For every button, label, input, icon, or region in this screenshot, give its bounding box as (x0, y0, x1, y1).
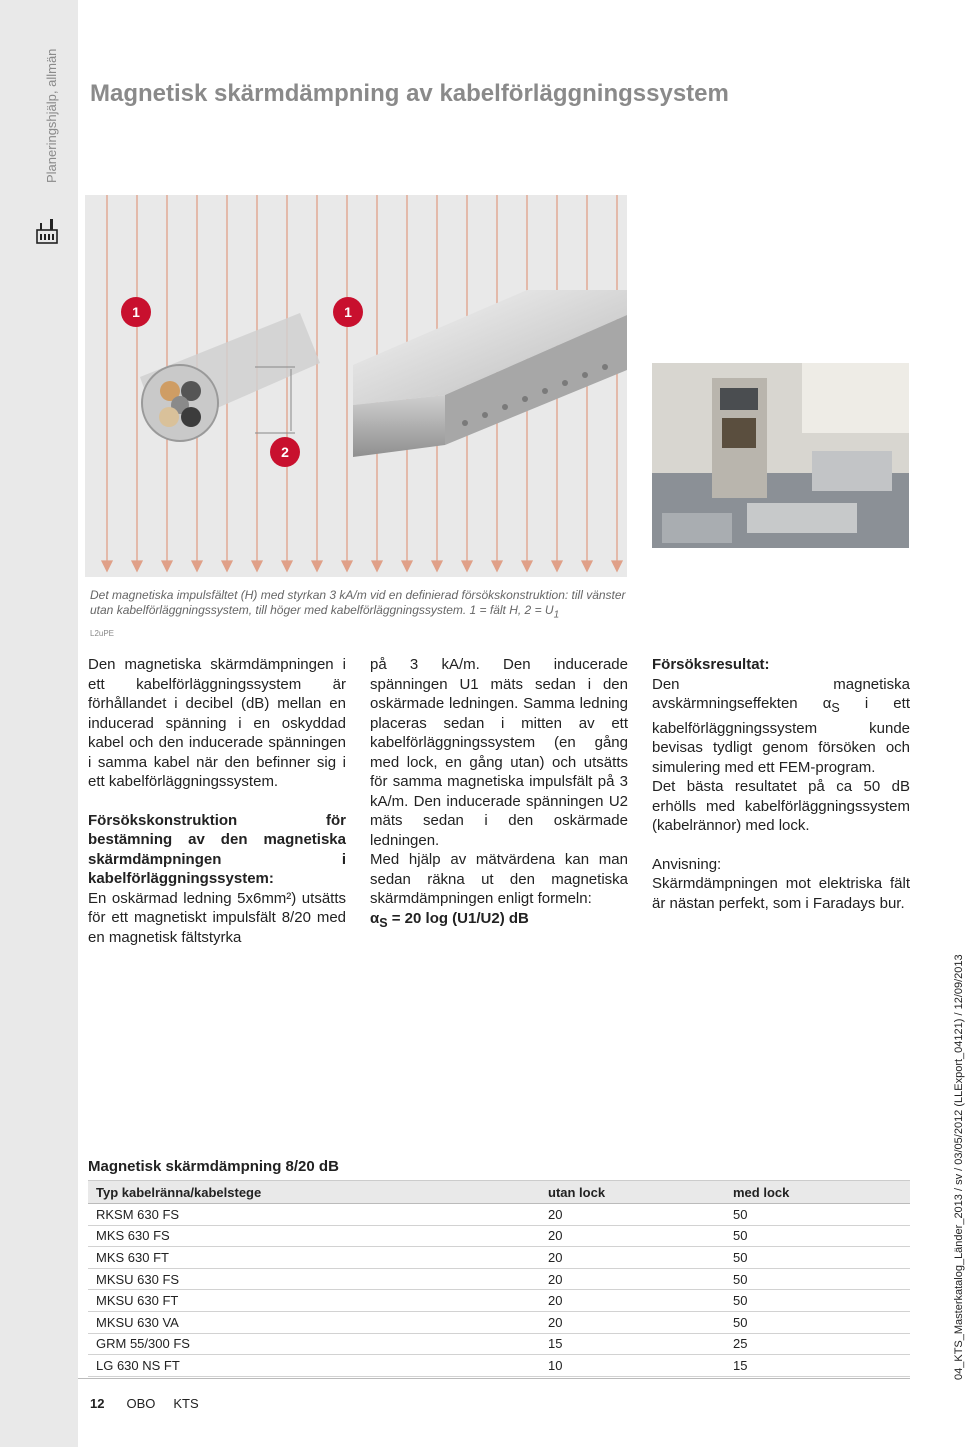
table-row (88, 1225, 910, 1247)
setup-paragraph: En oskärmad ledning 5x6mm²) utsätts för ett magnetiskt impulsfält 8/20 med en magnetisk fältstyrka (88, 889, 346, 946)
header-with-lid: med lock (725, 1181, 910, 1204)
cell-without-lid: 20 (540, 1225, 725, 1247)
document-code: 04_KTS_Masterkatalog_Länder_2013 / sv / 03/05/2012 (LLExport_04121) / 12/09/2013 (953, 954, 965, 1380)
cell-without-lid: 20 (540, 1268, 725, 1290)
cell-type: MKSU 630 VA (88, 1311, 540, 1333)
field-illustration (85, 195, 627, 577)
setup-heading: Försökskonstruktion för bestämning av den magnetiska skärmdämpningen i kabelförläggningssystem: (88, 811, 346, 887)
result-heading: Försöksresultat: (652, 656, 770, 673)
formula-intro: Med hjälp av mätvärdena kan man sedan räkna ut den magnetiska skärmdämpningen enligt formeln: (370, 851, 628, 907)
text-column-1 (88, 655, 346, 947)
table-row (88, 1247, 910, 1269)
cable-tray (353, 290, 627, 457)
marker-1-right (333, 297, 363, 327)
marker-2 (270, 437, 300, 467)
cell-without-lid: 20 (540, 1204, 725, 1226)
cell-with-lid: 50 (725, 1225, 910, 1247)
best-result-paragraph: Det bästa resultatet på ca 50 dB erhölls med kabelförläggningssystem (kabelrännor) med lock. (652, 778, 910, 834)
cell-with-lid: 15 (725, 1355, 910, 1377)
cell-type: MKS 630 FS (88, 1225, 540, 1247)
marker-1-left (121, 297, 151, 327)
cell-with-lid: 25 (725, 1333, 910, 1355)
page-title: Magnetisk skärmdämpning av kabelförläggningssystem (90, 80, 729, 107)
test-setup-picture (652, 363, 909, 548)
svg-text:1: 1 (344, 304, 352, 320)
table-row (88, 1333, 910, 1355)
method-paragraph: på 3 kA/m. Den inducerade spänningen U1 mäts sedan i den oskärmade ledningen. Samma ledning placeras sedan i mitten av ett kabelförläggningssystem (en gång med lock, en gång utan) och utsätts för samma magnetiska impulsfält på 3 kA/m. Den inducerade spänningen U2 mäts sedan i den oskärmade ledningen. (370, 656, 628, 849)
cable-tray-icon (36, 218, 58, 244)
figure-caption-code: L2uPE (90, 629, 115, 638)
table-row (88, 1268, 910, 1290)
svg-text:2: 2 (281, 444, 289, 460)
cell-type: MKSU 630 FT (88, 1290, 540, 1312)
cell-without-lid: 10 (540, 1355, 725, 1377)
table-row (88, 1204, 910, 1226)
cell-type: GRM 55/300 FS (88, 1333, 540, 1355)
cell-with-lid: 50 (725, 1290, 910, 1312)
lab-photo (652, 363, 909, 548)
cell-type: LG 630 NS FT (88, 1355, 540, 1377)
footer-brand: OBO (126, 1396, 156, 1411)
cell-without-lid: 15 (540, 1333, 725, 1355)
cell-without-lid: 20 (540, 1290, 725, 1312)
footer-section: KTS (173, 1396, 199, 1411)
note-text: Skärmdämpningen mot elektriska fält är nästan perfekt, som i Faradays bur. (652, 875, 910, 912)
table-row (88, 1355, 910, 1377)
table-title: Magnetisk skärmdämpning 8/20 dB (88, 1158, 339, 1175)
sidebar-tab (0, 0, 78, 1447)
header-type: Typ kabelränna/kabelstege (88, 1181, 540, 1204)
cell-with-lid: 50 (725, 1204, 910, 1226)
table-row (88, 1290, 910, 1312)
cell-with-lid: 50 (725, 1311, 910, 1333)
shielding-table (88, 1180, 910, 1377)
cell-with-lid: 50 (725, 1268, 910, 1290)
table-header-row (88, 1181, 910, 1204)
intro-paragraph: Den magnetiska skärmdämpningen i ett kabelförläggningssystem är förhållandet i decibel (dB) mellan en inducerad spänning i en oskyddad kabel och den inducerade spänningen i samma kabel när den befinner sig i ett kabelförläggningssystem. (88, 656, 346, 790)
magnetic-field-diagram (85, 195, 627, 577)
text-column-2 (370, 655, 628, 933)
svg-text:1: 1 (132, 304, 140, 320)
text-column-3 (652, 655, 910, 913)
page-footer (90, 1396, 199, 1411)
cell-without-lid: 20 (540, 1311, 725, 1333)
note-label: Anvisning: (652, 855, 722, 873)
formula: $\alpha_S = 20$ log (U1/U2) dB (370, 909, 529, 930)
cell-with-lid: 50 (725, 1247, 910, 1269)
cell-without-lid: 20 (540, 1247, 725, 1269)
sidebar-label: Planeringshjälp, allmän (44, 48, 59, 183)
table-row (88, 1311, 910, 1333)
header-without-lid: utan lock (540, 1181, 725, 1204)
figure-caption: Det magnetiska impulsfältet (H) med styrkan 3 kA/m vid en definierad försökskonstruktion: till vänster utan kabelförläggningssystem, till höger med kabelförläggningssystem. 1 = fält H, $2 = U_1$ (90, 588, 626, 621)
page-number: 12 (90, 1396, 105, 1411)
cell-type: RKSM 630 FS (88, 1204, 540, 1226)
cell-type: MKS 630 FT (88, 1247, 540, 1269)
result-paragraph: Den magnetiska avskärmningseffekten $\alpha_S$ i ett kabelförläggningssystem kunde bevisas tydligt genom försöken och simulering med ett FEM-program. (652, 675, 910, 776)
cell-type: MKSU 630 FS (88, 1268, 540, 1290)
footer-divider (78, 1378, 910, 1379)
